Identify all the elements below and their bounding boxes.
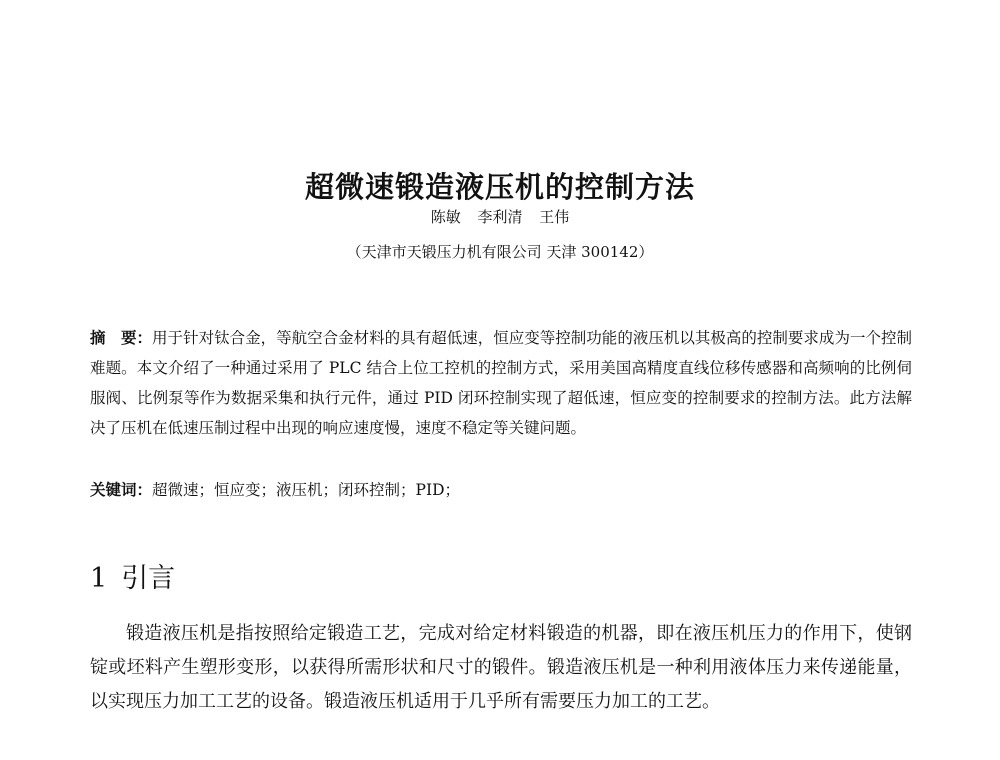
abstract xyxy=(90,323,912,443)
section-heading-introduction xyxy=(90,556,175,595)
keywords-label: 关键词： xyxy=(90,481,153,499)
section-number: 1 xyxy=(90,563,108,594)
author-affiliation: （天津市天锻压力机有限公司 天津 300142） xyxy=(346,243,654,261)
abstract-text: 用于针对钛合金，等航空合金材料的具有超低速，恒应变等控制功能的液压机以其极高的控制要求成为一个控制难题。本文介绍了一种通过采用了 PLC 结合上位工控机的控制方式，采用美国高精度直线位移传感器和高频响的比例伺服阀、比例泵等作为数据采集和执行元件，通过 PID 闭环控制实现了超低速，恒应变的控制要求的控制方法。此方法解决了压机在低速压制过程中出现的响应速度慢，速度不稳定等关键问题。 xyxy=(90,329,912,437)
author-list: 陈敏 李利清 王伟 xyxy=(430,208,570,226)
keywords-text: 超微速；恒应变；液压机；闭环控制；PID； xyxy=(152,481,460,499)
paper-title: 超微速锻造液压机的控制方法 xyxy=(304,170,695,205)
abstract-label: 摘 要： xyxy=(90,329,153,347)
intro-paragraph: 锻造液压机是指按照给定锻造工艺，完成对给定材料锻造的机器，即在液压机压力的作用下，使钢锭或坯料产生塑形变形，以获得所需形状和尺寸的锻件。锻造液压机是一种利用液体压力来传递能量，以实现压力加工工艺的设备。锻造液压机适用于几乎所有需要压力加工的工艺。 xyxy=(90,623,912,712)
section-title: 引言 xyxy=(121,563,176,594)
keywords xyxy=(90,478,912,502)
